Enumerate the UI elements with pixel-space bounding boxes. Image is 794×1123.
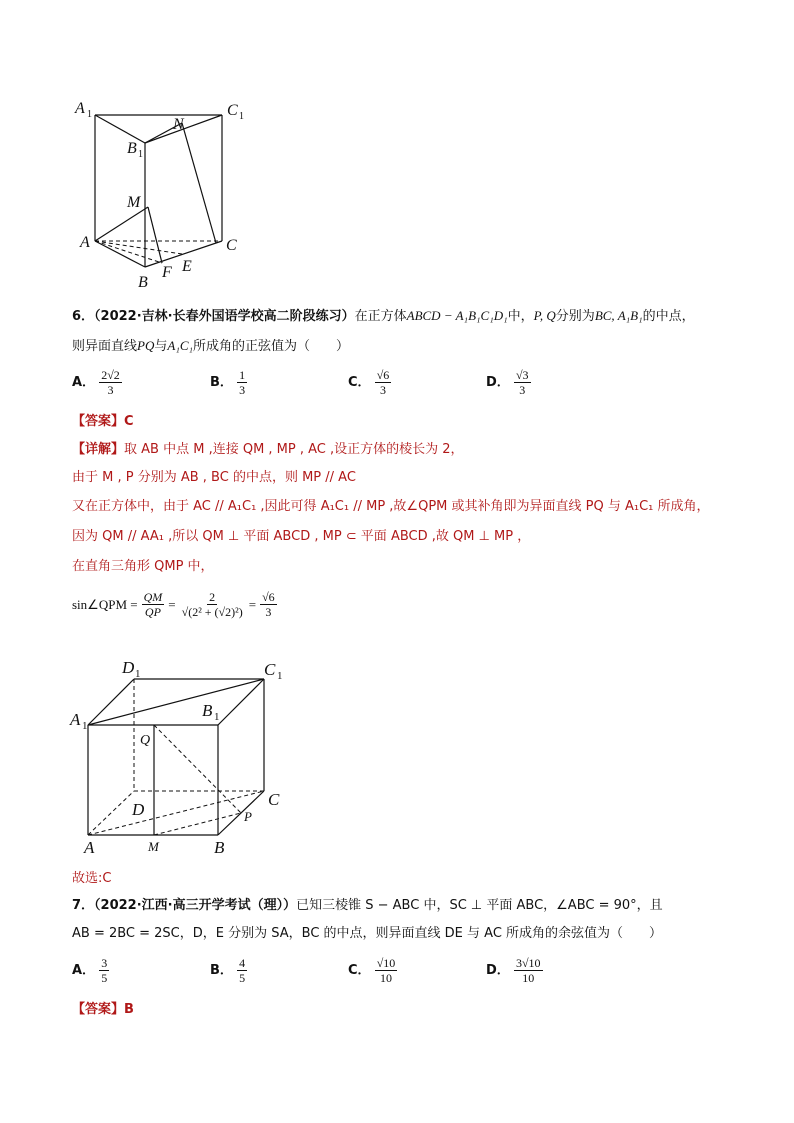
fig1-label-C: C bbox=[226, 237, 237, 254]
q6-option-a-den: 3 bbox=[107, 383, 114, 397]
q6-formula-f3-den: 3 bbox=[265, 605, 272, 619]
fig2-label-A1-sub: 1 bbox=[82, 720, 88, 732]
fig2-label-Q: Q bbox=[140, 733, 151, 748]
fig2-label-P: P bbox=[244, 809, 252, 824]
q6-formula bbox=[72, 590, 277, 619]
q6-option-d bbox=[486, 368, 531, 397]
q7-option-c-fraction bbox=[375, 956, 398, 985]
figure-prism bbox=[70, 95, 260, 295]
fig1-label-M: M bbox=[127, 194, 141, 211]
q6-option-d-num: √3 bbox=[515, 368, 529, 382]
fig1-label-E: E bbox=[182, 258, 192, 275]
q6-bc-ab1: BC, A₁B₁ bbox=[594, 308, 643, 323]
q6-detail-line2: 由于 M , P 分别为 AB , BC 的中点，则 MP // AC bbox=[72, 470, 356, 485]
fig1-label-N: N bbox=[173, 116, 184, 133]
fig1-label-C1-sub: 1 bbox=[239, 111, 244, 122]
q6-line2-text-b: 与 bbox=[154, 339, 168, 354]
q6-formula-frac2 bbox=[180, 590, 245, 619]
q6-detail-tag: 【详解】 bbox=[72, 442, 125, 457]
q6-pq: P, Q bbox=[533, 308, 556, 323]
q6-stem-text1: 在正方体 bbox=[354, 309, 407, 324]
fig2-label-A: A bbox=[84, 838, 95, 857]
fig2-label-C1-sub: 1 bbox=[277, 670, 283, 682]
fig2-label-M: M bbox=[148, 839, 159, 854]
fig2-label-D: D bbox=[132, 800, 145, 819]
fig1-label-B1: B bbox=[127, 140, 137, 157]
q6-option-b-fraction bbox=[237, 368, 247, 397]
q7-answer: 【答案】B bbox=[72, 1002, 134, 1017]
q6-option-c-fraction bbox=[375, 368, 392, 397]
q6-option-a bbox=[72, 368, 122, 397]
q6-option-d-den: 3 bbox=[519, 383, 526, 397]
q6-formula-f2-den: √(2² + (√2)²) bbox=[181, 605, 243, 619]
q7-option-a-label: A． bbox=[72, 963, 96, 978]
q6-detail-line4: 因为 QM // AA₁ ,所以 QM ⊥ 平面 ABCD , MP ⊂ 平面 ABCD ,故 QM ⊥ MP ， bbox=[72, 529, 531, 544]
q6-cube: ABCD − A₁B₁C₁D₁ bbox=[406, 308, 508, 323]
q6-number: 6． bbox=[72, 309, 95, 324]
q6-formula-eq2: = bbox=[248, 596, 257, 612]
fig1-label-A: A bbox=[80, 234, 90, 251]
fig2-label-C: C bbox=[268, 790, 280, 809]
q6-source: （2022·吉林·长春外国语学校高二阶段练习） bbox=[94, 309, 355, 324]
fig2-label-D1-sub: 1 bbox=[135, 668, 141, 680]
q6-formula-f1-den: QP bbox=[144, 605, 161, 619]
q7-stem-line2: AB = 2BC = 2SC，D，E 分别为 SA，BC 的中点，则异面直线 DE 与 AC 所成角的余弦值为（ ） bbox=[72, 926, 663, 941]
q7-option-d-label: D． bbox=[486, 963, 510, 978]
q6-stem-text2: 中， bbox=[507, 309, 534, 324]
fig1-label-C1: C bbox=[227, 102, 238, 119]
q6-formula-eq1: = bbox=[168, 596, 176, 612]
q7-option-d-fraction bbox=[514, 956, 543, 985]
q6-line2-text-c: 所成角的正弦值为（ ） bbox=[193, 339, 350, 354]
fig2-label-C1: C bbox=[264, 660, 276, 679]
q7-option-b-num: 4 bbox=[239, 956, 246, 970]
q7-line1: 已知三棱锥 S − ABC 中，SC ⊥ 平面 ABC，∠ABC = 90°，且 bbox=[296, 898, 663, 913]
q6-detail-line5: 在直角三角形 QMP 中， bbox=[72, 559, 214, 574]
q7-option-c-num: √10 bbox=[376, 956, 396, 970]
fig1-label-A1-sub: 1 bbox=[87, 109, 92, 120]
fig2-label-B1: B bbox=[202, 701, 213, 720]
fig2-label-B1-sub: 1 bbox=[214, 711, 220, 723]
q7-option-d bbox=[486, 956, 543, 985]
q6-a1c1: A₁C₁ bbox=[167, 338, 194, 353]
q6-option-c-num: √6 bbox=[376, 368, 390, 382]
q6-option-c-label: C． bbox=[348, 375, 371, 390]
q7-stem-line1 bbox=[72, 896, 663, 916]
q7-number: 7． bbox=[72, 898, 95, 913]
q7-option-b-label: B． bbox=[210, 963, 233, 978]
q6-detail-text1: 取 AB 中点 M ,连接 QM , MP , AC ,设正方体的棱长为 2， bbox=[124, 442, 464, 457]
fig1-label-F: F bbox=[162, 264, 172, 281]
q7-option-d-num: 3√10 bbox=[515, 956, 541, 970]
q6-option-d-fraction bbox=[514, 368, 531, 397]
q6-pq2: PQ bbox=[137, 338, 155, 353]
q6-conclusion: 故选:C bbox=[72, 871, 112, 886]
fig1-label-B: B bbox=[138, 274, 148, 291]
q6-stem-text3: 分别为 bbox=[555, 309, 595, 324]
fig2-label-D1: D bbox=[122, 658, 135, 677]
q6-option-d-label: D． bbox=[486, 375, 510, 390]
q6-option-a-label: A． bbox=[72, 375, 96, 390]
q6-stem-line1 bbox=[72, 306, 695, 327]
q6-line2-text-a: 则异面直线 bbox=[72, 339, 138, 354]
q7-option-b bbox=[210, 956, 247, 985]
q6-option-b bbox=[210, 368, 247, 397]
q6-detail-line1 bbox=[72, 440, 464, 460]
figure-cube bbox=[68, 655, 298, 860]
q6-answer: 【答案】C bbox=[72, 414, 134, 429]
q7-option-a-num: 3 bbox=[101, 956, 108, 970]
q7-option-a-fraction bbox=[99, 956, 109, 985]
q7-option-c-den: 10 bbox=[379, 971, 392, 985]
q7-option-a bbox=[72, 956, 109, 985]
q6-formula-frac1 bbox=[142, 590, 165, 619]
q6-option-a-num: 2√2 bbox=[101, 368, 120, 382]
q6-option-c-den: 3 bbox=[379, 383, 386, 397]
q7-option-c-label: C． bbox=[348, 963, 371, 978]
q6-option-b-num: 1 bbox=[239, 368, 246, 382]
q6-option-a-fraction bbox=[99, 368, 122, 397]
q6-option-c bbox=[348, 368, 391, 397]
q6-formula-f1-num: QM bbox=[143, 590, 163, 604]
q7-option-b-den: 5 bbox=[239, 971, 246, 985]
q6-detail-line3: 又在正方体中，由于 AC // A₁C₁ ,因此可得 A₁C₁ // MP ,故∠QPM 或其补角即为异面直线 PQ 与 A₁C₁ 所成角， bbox=[72, 499, 710, 514]
fig2-label-A1: A bbox=[70, 710, 81, 729]
q7-option-b-fraction bbox=[237, 956, 247, 985]
fig2-label-B: B bbox=[214, 838, 225, 857]
q7-option-d-den: 10 bbox=[522, 971, 535, 985]
q6-formula-lhs: sin∠QPM = bbox=[72, 596, 138, 612]
q6-option-b-den: 3 bbox=[239, 383, 246, 397]
fig1-label-A1: A bbox=[75, 100, 85, 117]
q6-formula-f3-num: √6 bbox=[262, 590, 275, 604]
q7-option-a-den: 5 bbox=[101, 971, 108, 985]
q6-formula-f2-num: 2 bbox=[209, 590, 216, 604]
fig1-label-B1-sub: 1 bbox=[138, 149, 143, 160]
q6-stem-text4: 的中点， bbox=[642, 309, 695, 324]
q6-option-b-label: B． bbox=[210, 375, 233, 390]
q6-stem-line2 bbox=[72, 336, 349, 357]
q7-source: （2022·江西·高三开学考试（理）） bbox=[94, 898, 297, 913]
q6-formula-frac3 bbox=[260, 590, 277, 619]
q7-option-c bbox=[348, 956, 397, 985]
